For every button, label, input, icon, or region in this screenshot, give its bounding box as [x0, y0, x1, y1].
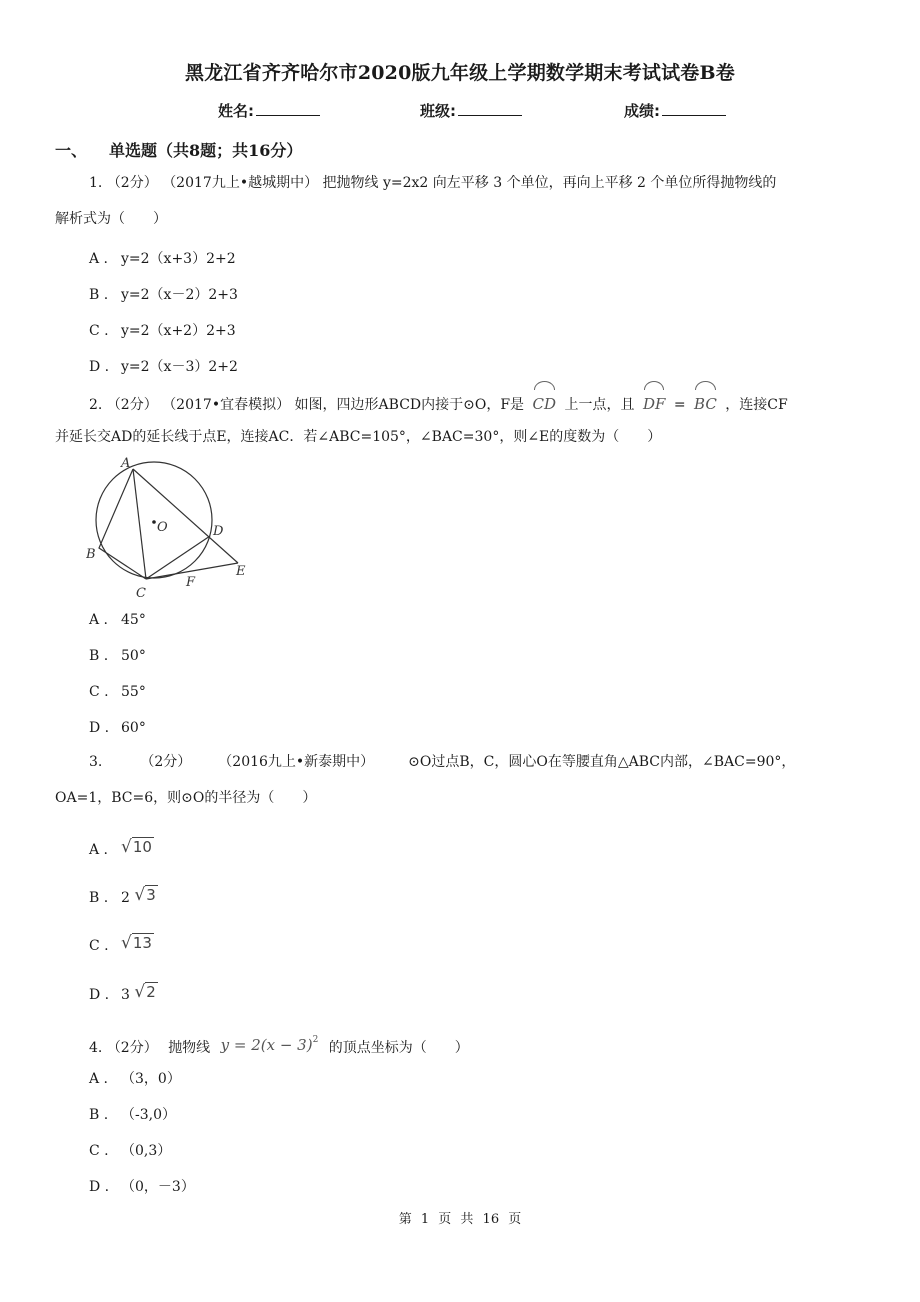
option-letter: C .	[89, 323, 109, 339]
option-letter: B .	[89, 1107, 109, 1123]
label-c: C	[136, 586, 146, 600]
class-blank	[458, 101, 522, 116]
equals-sign: =	[673, 397, 686, 413]
option-letter: D .	[89, 359, 110, 375]
question-1-line1	[89, 165, 776, 201]
option	[89, 1140, 171, 1160]
geometry-figure	[86, 455, 256, 600]
option-text: （3，0）	[121, 1071, 181, 1087]
option	[89, 320, 236, 340]
section-title: 单选题（共8题；共16分）	[109, 141, 303, 160]
option-letter: B .	[89, 648, 109, 664]
question-score: （2分）	[106, 1040, 158, 1056]
parabola-formula: $y = 2(x - 3)^2$	[220, 1035, 319, 1054]
question-score: （2分）	[140, 754, 192, 770]
option-letter: A .	[89, 251, 109, 267]
option	[89, 612, 146, 628]
arc-df: DF	[643, 383, 665, 422]
question-score: （2分）	[106, 397, 158, 413]
option-letter: B .	[89, 890, 109, 906]
option	[89, 933, 154, 954]
class-field	[420, 100, 522, 121]
question-source: （2017•宜春模拟）	[162, 397, 291, 413]
score-blank	[662, 101, 726, 116]
arc-bc: BC	[694, 383, 717, 422]
class-label: 班级:	[420, 102, 456, 120]
question-score: （2分）	[106, 175, 158, 191]
option-text: y=2（x－3）2+2	[121, 359, 238, 375]
option-letter: D .	[89, 720, 110, 736]
question-text: 把抛物线 y=2x2 向左平移 3 个单位，再向上平移 2 个单位所得抛物线的	[322, 175, 777, 191]
sqrt-expression: √3	[134, 885, 156, 905]
question-text: 的顶点坐标为（ ）	[328, 1040, 469, 1056]
question-source: （2016九上•新泰期中）	[225, 754, 375, 770]
label-d: D	[213, 524, 224, 539]
question-text: 抛物线	[168, 1040, 211, 1056]
option-text: 55°	[121, 684, 146, 700]
name-label: 姓名:	[218, 102, 254, 120]
sqrt-expression: √2	[134, 982, 156, 1002]
section-number: 一、	[55, 141, 88, 160]
option-letter: D .	[89, 987, 110, 1003]
option-text: y=2（x+2）2+3	[121, 323, 236, 339]
label-e: E	[236, 564, 246, 579]
sqrt-expression: √13	[121, 933, 152, 953]
option	[89, 1176, 195, 1196]
option	[89, 1068, 181, 1088]
question-2-line2: 并延长交AD的延长线于点E，连接AC．若∠ABC=105°，∠BAC=30°，则∠E的度数为（ ）	[55, 429, 662, 445]
question-number: 2.	[89, 397, 103, 413]
question-number: 1.	[89, 175, 103, 191]
option-text: 60°	[121, 720, 146, 736]
label-f: F	[186, 575, 196, 590]
question-number: 3.	[89, 754, 103, 770]
option-text: y=2（x+3）2+2	[121, 251, 236, 267]
question-1-line2: 解析式为（ ）	[55, 211, 167, 227]
option	[89, 837, 154, 858]
question-number: 4.	[89, 1040, 103, 1056]
option-text: 45°	[121, 612, 146, 628]
option-letter: C .	[89, 938, 109, 954]
option-text: y=2（x－2）2+3	[121, 287, 238, 303]
option	[89, 982, 158, 1003]
option-letter: C .	[89, 684, 109, 700]
question-text: ，连接CF	[725, 397, 788, 413]
section-heading	[55, 138, 302, 161]
question-text: 如图，四边形ABCD内接于⊙O，F是	[294, 397, 525, 413]
question-source: （2017九上•越城期中）	[162, 175, 319, 191]
label-b: B	[86, 547, 96, 562]
question-3-line1	[89, 744, 795, 780]
label-o: O	[157, 520, 168, 535]
coefficient: 3	[121, 987, 130, 1003]
option	[89, 885, 158, 906]
name-field	[218, 100, 320, 121]
option	[89, 720, 146, 736]
option-letter: A .	[89, 842, 109, 858]
option	[89, 1104, 176, 1124]
question-text: ⊙O过点B，C，圆心O在等腰直角△ABC内部，∠BAC=90°，	[408, 754, 796, 770]
coefficient: 2	[121, 890, 130, 906]
name-blank	[256, 101, 320, 116]
circle-quadrilateral-diagram	[86, 455, 256, 600]
exam-title: 黑龙江省齐齐哈尔市2020版九年级上学期数学期末考试试卷B卷	[185, 62, 735, 84]
option	[89, 684, 146, 700]
option	[89, 356, 238, 376]
option-text: （-3,0）	[121, 1107, 176, 1123]
option	[89, 248, 236, 268]
score-field	[624, 100, 726, 121]
question-4-line1	[89, 1022, 469, 1066]
option	[89, 284, 238, 304]
question-3-line2: OA=1，BC=6，则⊙O的半径为（ ）	[55, 790, 317, 806]
option-letter: B .	[89, 287, 109, 303]
option-letter: A .	[89, 1071, 109, 1087]
option-text: （0，－3）	[121, 1179, 195, 1195]
option-letter: C .	[89, 1143, 109, 1159]
option-text: （0,3）	[121, 1143, 172, 1159]
option	[89, 648, 146, 664]
question-text: 上一点，且	[564, 397, 635, 413]
option-text: 50°	[121, 648, 146, 664]
score-label: 成绩:	[624, 102, 660, 120]
option-letter: D .	[89, 1179, 110, 1195]
page-footer: 第 1 页 共 16 页	[398, 1212, 522, 1227]
label-a: A	[121, 456, 131, 471]
option-letter: A .	[89, 612, 109, 628]
question-2-line1	[89, 383, 788, 423]
sqrt-expression: √10	[121, 837, 152, 857]
arc-cd: CD	[533, 383, 557, 422]
